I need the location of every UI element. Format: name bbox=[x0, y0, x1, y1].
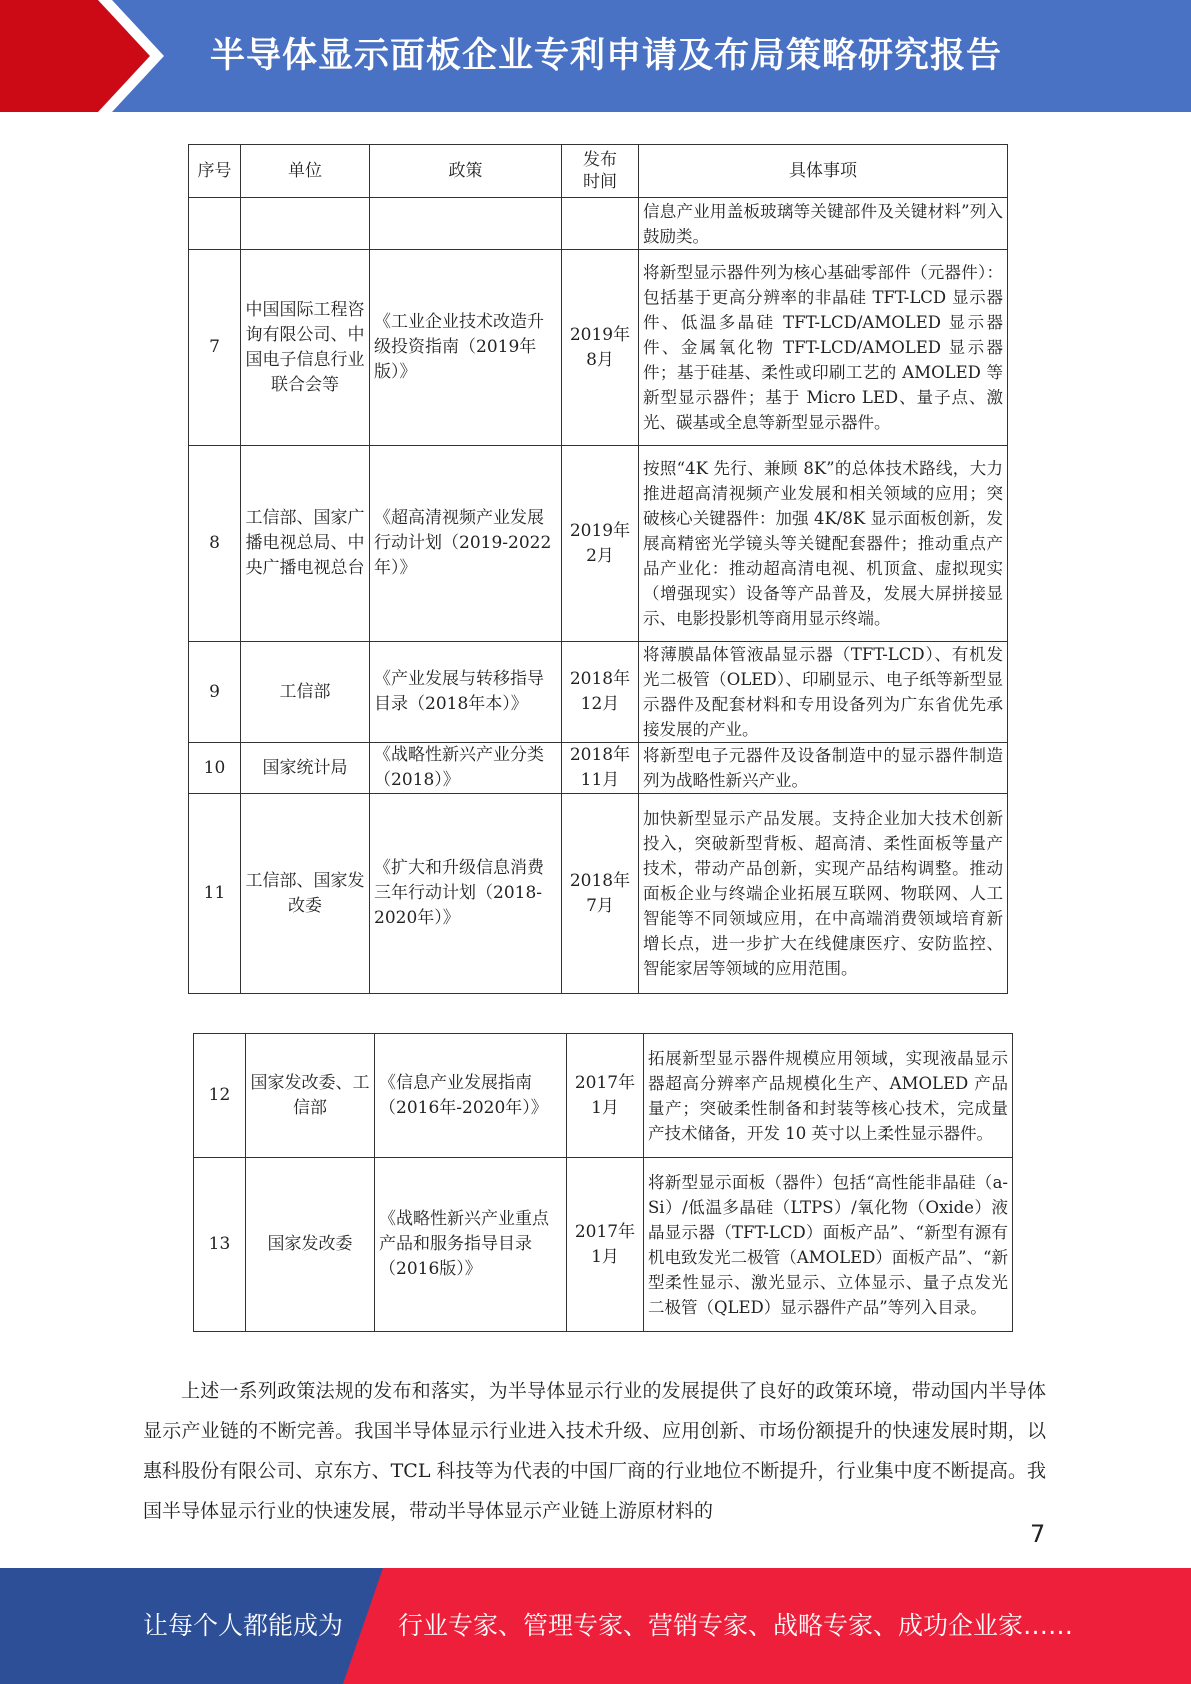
policy-table-bottom bbox=[193, 1033, 1013, 1332]
cell-policy: 《战略性新兴产业重点产品和服务指导目录（2016版）》 bbox=[375, 1158, 567, 1332]
cell-date: 2017年1月 bbox=[567, 1158, 644, 1332]
cell-date: 2019年2月 bbox=[562, 446, 639, 642]
table-header-row bbox=[189, 145, 1008, 198]
cell-unit bbox=[241, 198, 370, 250]
col-header-no: 序号 bbox=[189, 145, 241, 198]
policy-table-top bbox=[188, 144, 1008, 994]
cell-no: 7 bbox=[189, 250, 241, 446]
page-number: 7 bbox=[1030, 1520, 1046, 1548]
cell-no: 8 bbox=[189, 446, 241, 642]
cell-unit: 国家发改委、工信部 bbox=[246, 1034, 375, 1158]
cell-policy: 《产业发展与转移指导目录（2018年本）》 bbox=[370, 642, 562, 743]
cell-policy: 《扩大和升级信息消费三年行动计划（2018-2020年）》 bbox=[370, 794, 562, 994]
footer-slogan-left: 让每个人都能成为 bbox=[143, 1611, 344, 1640]
table-row bbox=[194, 1034, 1013, 1158]
table-row bbox=[189, 743, 1008, 794]
cell-detail: 将新型显示器件列为核心基础零部件（元器件）：包括基于更高分辨率的非晶硅 TFT-LCD 显示器件、低温多晶硅 TFT-LCD/AMOLED 显示器件、金属氧化物 TFT-LCD/AMOLED 显示器件；基于硅基、柔性或印刷工艺的 AMOLED 等新型显示器件；基于 Micro LED、量子点、激光、碳基或全息等新型显示器件。 bbox=[639, 250, 1008, 446]
footer-slogan-right: 行业专家、管理专家、营销专家、战略专家、成功企业家…… bbox=[398, 1611, 1074, 1640]
cell-date bbox=[562, 198, 639, 250]
col-header-unit: 单位 bbox=[241, 145, 370, 198]
col-header-date: 发布时间 bbox=[562, 145, 639, 198]
page-header bbox=[0, 0, 1191, 112]
cell-date: 2018年11月 bbox=[562, 743, 639, 794]
cell-policy bbox=[370, 198, 562, 250]
col-header-detail: 具体事项 bbox=[639, 145, 1008, 198]
table-row bbox=[189, 198, 1008, 250]
cell-policy: 《信息产业发展指南（2016年-2020年）》 bbox=[375, 1034, 567, 1158]
cell-date: 2019年8月 bbox=[562, 250, 639, 446]
cell-policy: 《超高清视频产业发展行动计划（2019-2022年）》 bbox=[370, 446, 562, 642]
table-row bbox=[189, 642, 1008, 743]
cell-no: 13 bbox=[194, 1158, 246, 1332]
cell-detail: 将新型显示面板（器件）包括“高性能非晶硅（a-Si）/低温多晶硅（LTPS）/氧化物（Oxide）液晶显示器（TFT-LCD）面板产品”、“新型有源有机电致发光二极管（AMOLED）面板产品”、“新型柔性显示、激光显示、立体显示、量子点发光二极管（QLED）显示器件产品”等列入目录。 bbox=[644, 1158, 1013, 1332]
cell-unit: 中国国际工程咨询有限公司、中国电子信息行业联合会等 bbox=[241, 250, 370, 446]
cell-no: 12 bbox=[194, 1034, 246, 1158]
cell-detail: 将薄膜晶体管液晶显示器（TFT-LCD）、有机发光二极管（OLED）、印刷显示、电子纸等新型显示器件及配套材料和专用设备列为广东省优先承接发展的产业。 bbox=[639, 642, 1008, 743]
cell-unit: 工信部 bbox=[241, 642, 370, 743]
cell-detail: 加快新型显示产品发展。支持企业加大技术创新投入，突破新型背板、超高清、柔性面板等量产技术，带动产品创新，实现产品结构调整。推动面板企业与终端企业拓展互联网、物联网、人工智能等不同领域应用，在中高端消费领域培育新增长点，进一步扩大在线健康医疗、安防监控、智能家居等领域的应用范围。 bbox=[639, 794, 1008, 994]
col-header-policy: 政策 bbox=[370, 145, 562, 198]
cell-unit: 国家统计局 bbox=[241, 743, 370, 794]
table-row bbox=[194, 1158, 1013, 1332]
body-paragraph: 上述一系列政策法规的发布和落实，为半导体显示行业的发展提供了良好的政策环境，带动国内半导体显示产业链的不断完善。我国半导体显示行业进入技术升级、应用创新、市场份额提升的快速发展时期，以惠科股份有限公司、京东方、TCL 科技等为代表的中国厂商的行业地位不断提升，行业集中度不断提高。我国半导体显示行业的快速发展，带动半导体显示产业链上游原材料的 bbox=[143, 1380, 1046, 1522]
table-row bbox=[189, 794, 1008, 994]
cell-date: 2018年12月 bbox=[562, 642, 639, 743]
cell-policy: 《战略性新兴产业分类（2018）》 bbox=[370, 743, 562, 794]
cell-unit: 工信部、国家发改委 bbox=[241, 794, 370, 994]
cell-unit: 国家发改委 bbox=[246, 1158, 375, 1332]
cell-detail: 信息产业用盖板玻璃等关键部件及关键材料”列入鼓励类。 bbox=[639, 198, 1008, 250]
cell-detail: 将新型电子元器件及设备制造中的显示器件制造列为战略性新兴产业。 bbox=[639, 743, 1008, 794]
cell-policy: 《工业企业技术改造升级投资指南（2019年版）》 bbox=[370, 250, 562, 446]
cell-no: 11 bbox=[189, 794, 241, 994]
report-title: 半导体显示面板企业专利申请及布局策略研究报告 bbox=[210, 36, 1003, 76]
page-footer bbox=[0, 1568, 1191, 1684]
cell-no: 10 bbox=[189, 743, 241, 794]
cell-no: 9 bbox=[189, 642, 241, 743]
cell-detail: 拓展新型显示器件规模应用领域，实现液晶显示器超高分辨率产品规模化生产、AMOLED 产品量产；突破柔性制备和封装等核心技术，完成量产技术储备，开发 10 英寸以上柔性显示器件。 bbox=[644, 1034, 1013, 1158]
table-row bbox=[189, 446, 1008, 642]
cell-date: 2017年1月 bbox=[567, 1034, 644, 1158]
cell-date: 2018年7月 bbox=[562, 794, 639, 994]
cell-no bbox=[189, 198, 241, 250]
cell-detail: 按照“4K 先行、兼顾 8K”的总体技术路线，大力推进超高清视频产业发展和相关领域的应用；突破核心关键器件：加强 4K/8K 显示面板创新，发展高精密光学镜头等关键配套器件；推动重点产品产业化：推动超高清电视、机顶盒、虚拟现实（增强现实）设备等产品普及，发展大屏拼接显示、电影投影机等商用显示终端。 bbox=[639, 446, 1008, 642]
cell-unit: 工信部、国家广播电视总局、中央广播电视总台 bbox=[241, 446, 370, 642]
table-row bbox=[189, 250, 1008, 446]
